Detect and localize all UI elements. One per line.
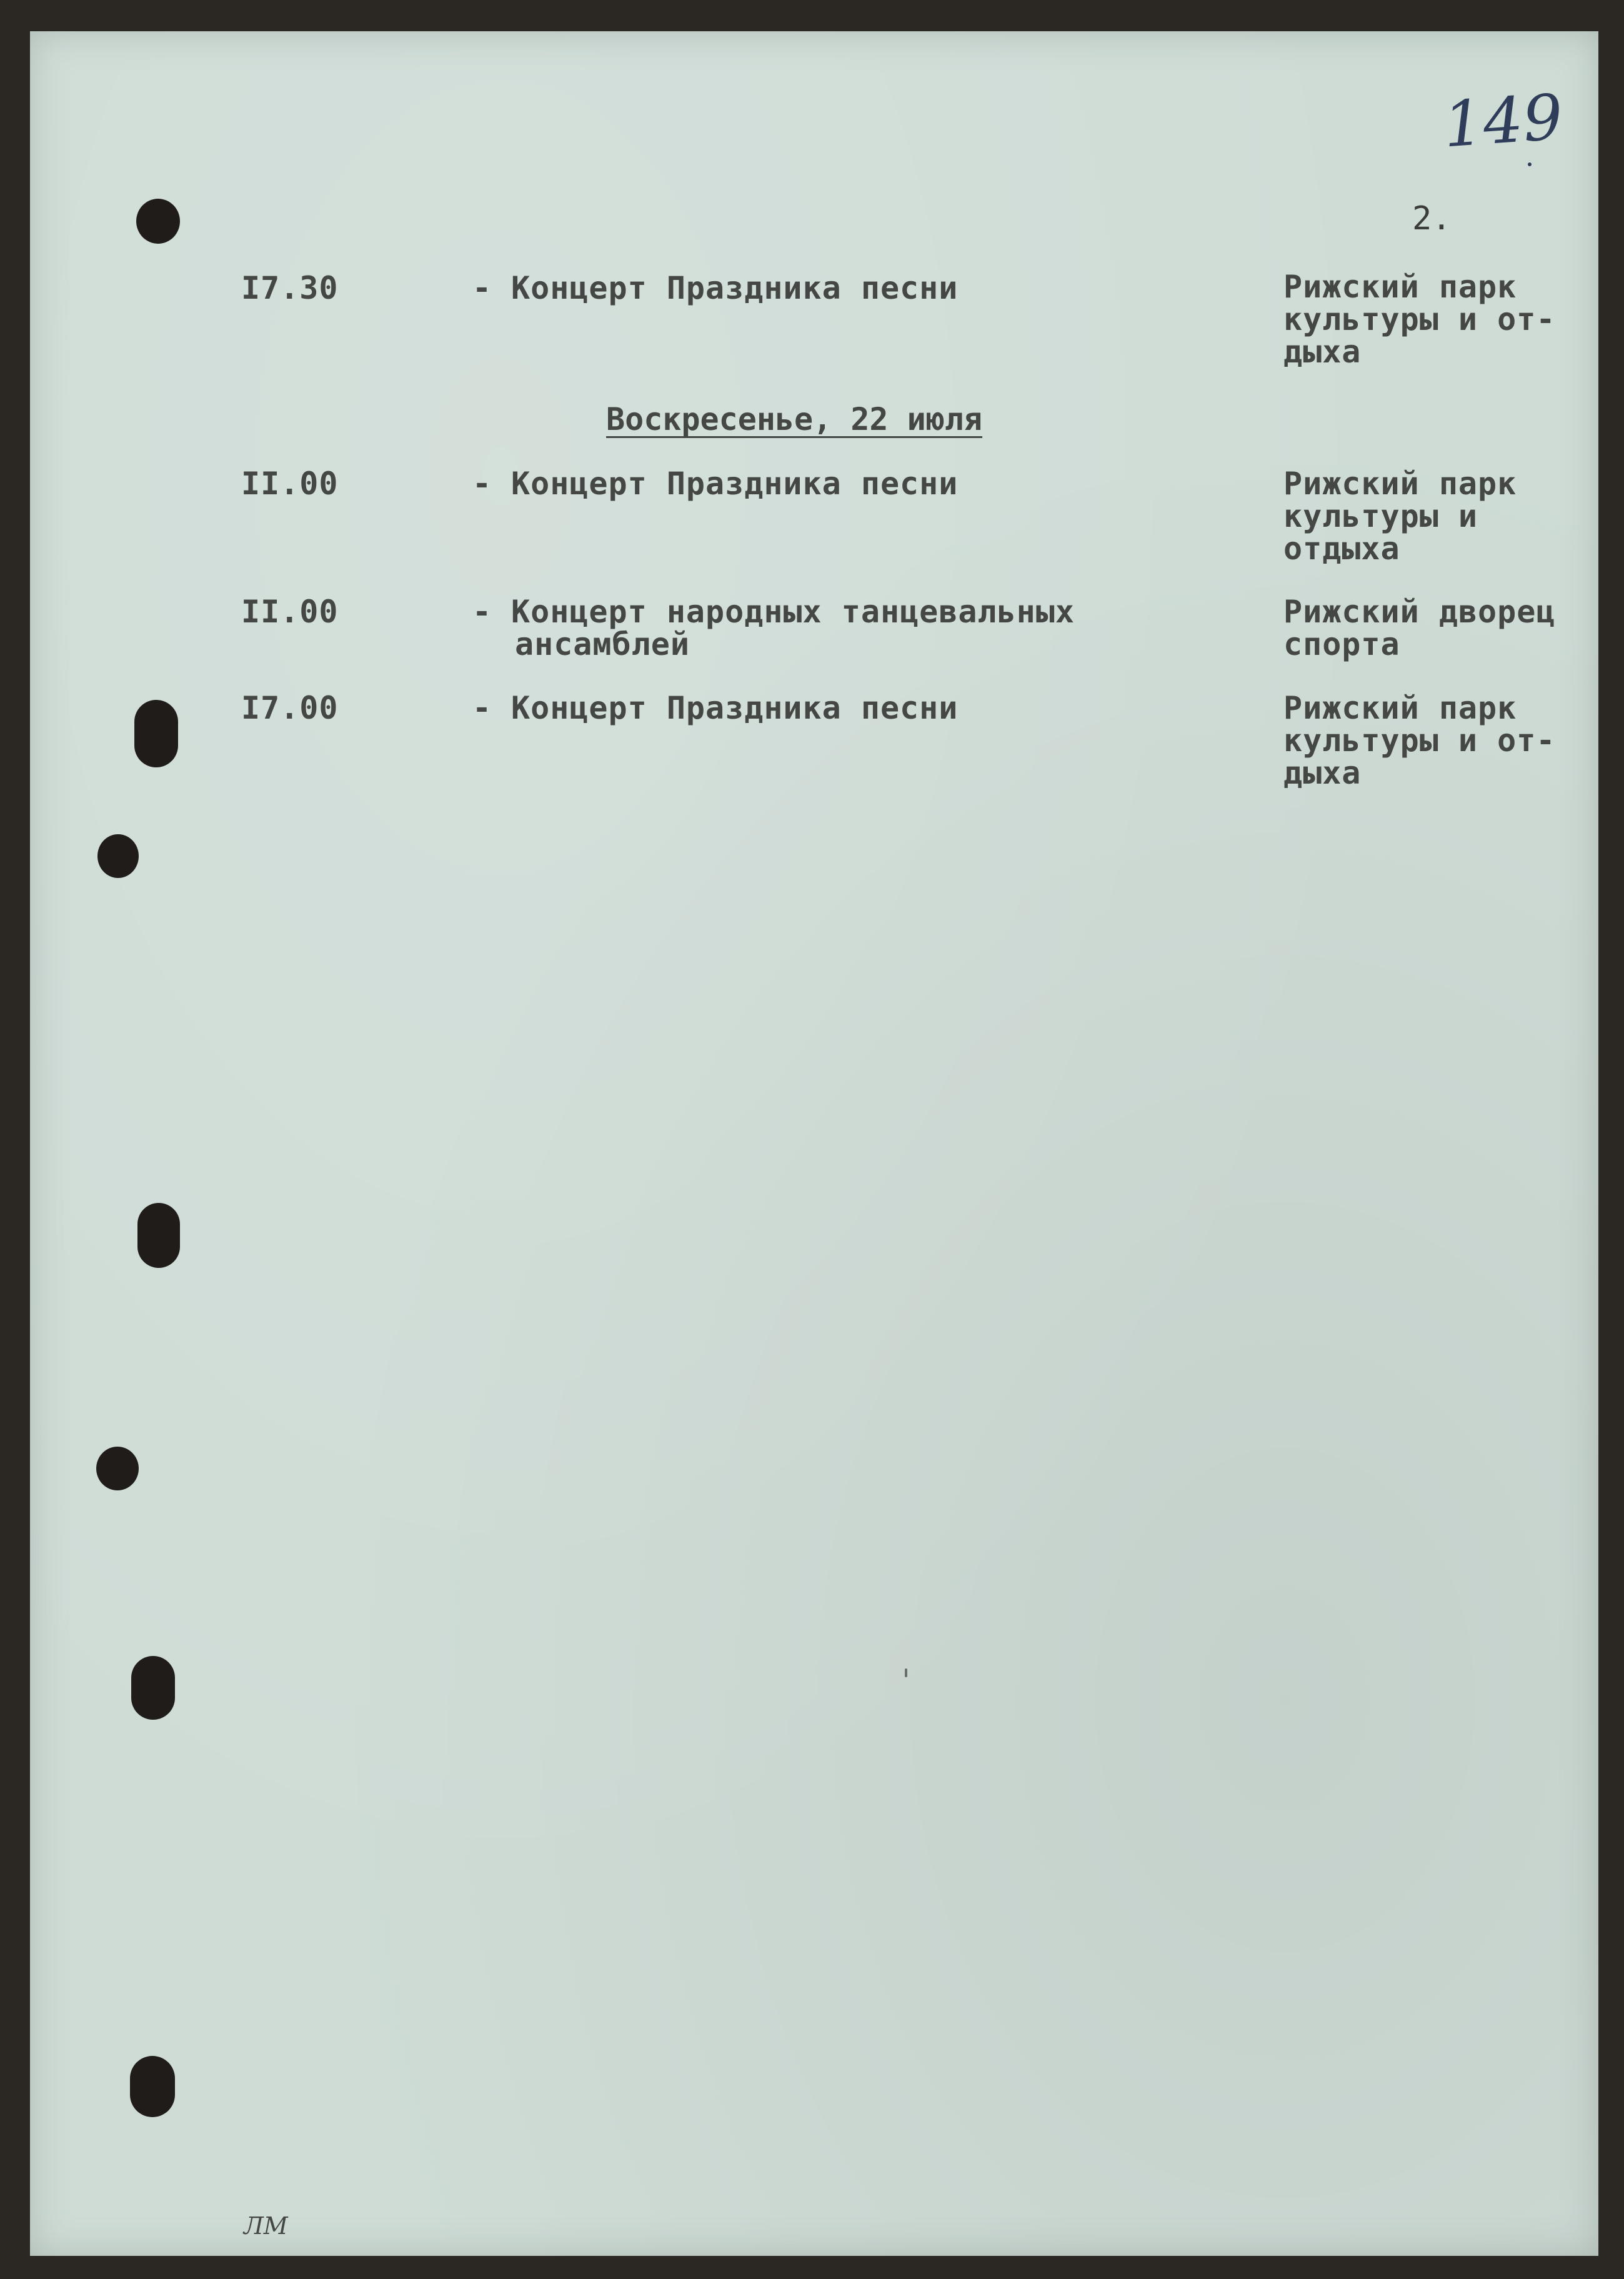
entry-dash: - <box>472 466 492 502</box>
paper-sheet <box>30 31 1598 2256</box>
day-heading: Воскресенье, 22 июля <box>606 401 983 437</box>
entry-time: II.00 <box>241 594 339 630</box>
entry-time: I7.00 <box>241 690 339 726</box>
binder-hole <box>134 700 178 767</box>
entry-venue-line: Рижский парк <box>1283 269 1517 305</box>
entry-venue-line: культуры и от- <box>1283 722 1556 759</box>
entry-time: I7.30 <box>241 270 339 306</box>
folio-number: 149 <box>1441 80 1565 162</box>
entry-event: Концерт Праздника песни <box>511 690 959 726</box>
entry-dash: - <box>472 270 492 306</box>
entry-venue-line: культуры и <box>1283 498 1478 534</box>
binder-hole <box>136 199 180 244</box>
page-number: 2. <box>1412 200 1452 237</box>
binder-hole <box>137 1203 180 1268</box>
entry-venue-line: дыха <box>1283 755 1362 791</box>
paper-speck <box>905 1668 907 1677</box>
typist-initials: ЛМ <box>244 2212 288 2240</box>
entry-time: II.00 <box>241 466 339 502</box>
folio-mark <box>1528 162 1532 166</box>
entry-event: Концерт Праздника песни <box>511 466 959 502</box>
entry-venue-line: дыха <box>1283 334 1362 370</box>
entry-event: ансамблей <box>515 626 690 662</box>
entry-venue-line: Рижский дворец <box>1283 594 1556 630</box>
entry-venue-line: Рижский парк <box>1283 466 1517 502</box>
binder-hole <box>131 1656 175 1720</box>
entry-venue-line: Рижский парк <box>1283 690 1517 726</box>
entry-dash: - <box>472 594 492 630</box>
entry-event: Концерт Праздника песни <box>511 270 959 306</box>
entry-dash: - <box>472 690 492 726</box>
binder-hole <box>96 1447 139 1490</box>
binder-hole <box>130 2056 175 2117</box>
entry-venue-line: спорта <box>1283 626 1400 662</box>
binder-hole <box>97 834 139 878</box>
entry-venue-line: отдыха <box>1283 531 1400 567</box>
entry-event: Концерт народных танцевальных <box>511 594 1075 630</box>
entry-venue-line: культуры и от- <box>1283 301 1556 337</box>
